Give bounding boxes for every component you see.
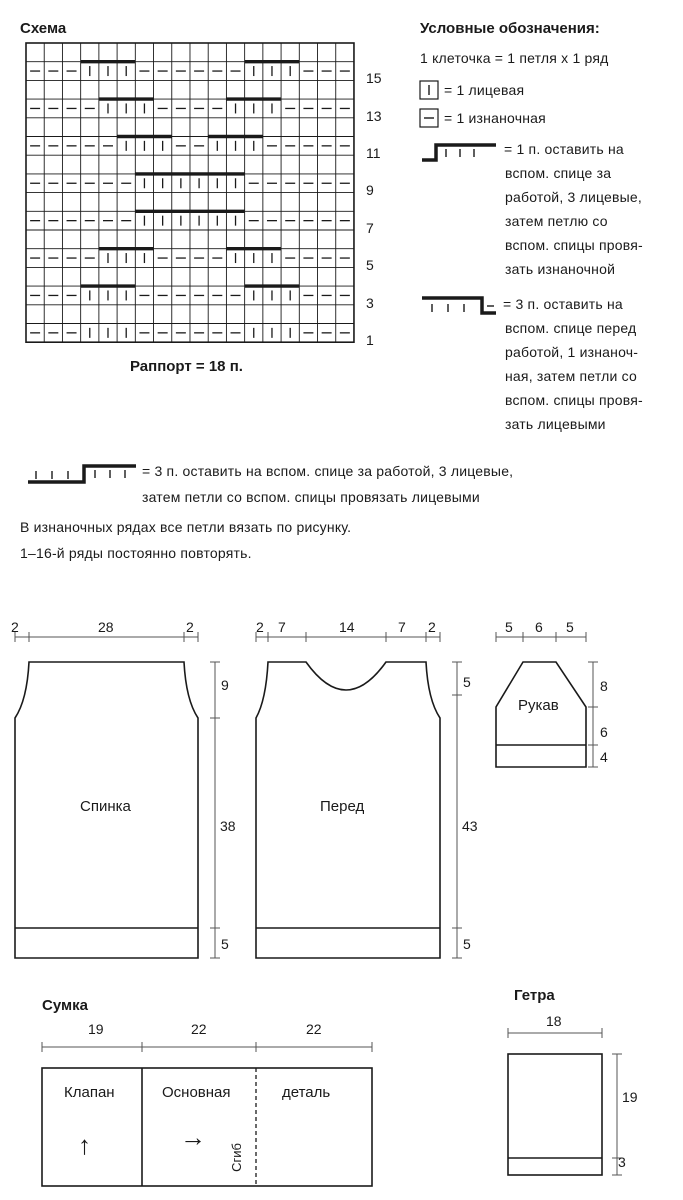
- note-line: 1–16-й ряды постоянно повторять.: [20, 545, 252, 561]
- legend-cable2-symbol: [422, 298, 496, 313]
- front-dim: 5: [463, 674, 471, 690]
- gaiter-dim: 18: [546, 1013, 562, 1029]
- sleeve-dim: 5: [566, 619, 574, 635]
- gaiter-title: Гетра: [514, 987, 555, 1004]
- bag-title: Сумка: [42, 997, 88, 1014]
- front-dim: 2: [428, 619, 436, 635]
- arrow-up-icon: ↑: [78, 1130, 91, 1160]
- legend-cable1-line: вспом. спицы провя-: [505, 237, 643, 253]
- back-dim: 2: [11, 619, 19, 635]
- arrow-right-icon: →: [180, 1122, 206, 1152]
- back-dimension-lines: [15, 632, 220, 958]
- sleeve-dim: 8: [600, 678, 608, 694]
- row-number: 11: [366, 145, 381, 161]
- front-dim: 43: [462, 818, 478, 834]
- sleeve-dim: 4: [600, 749, 608, 765]
- legend-cable1-line: вспом. спице за: [505, 165, 612, 181]
- front-dim: 7: [278, 619, 286, 635]
- front-dim: 14: [339, 619, 355, 635]
- rapport-label: Раппорт = 18 п.: [130, 358, 243, 375]
- note-line: В изнаночных рядах все петли вязать по рисунку.: [20, 519, 352, 535]
- gaiter-outline: [508, 1054, 602, 1175]
- legend-cable3-line: = 3 п. оставить на вспом. спице за работой, 3 лицевые,: [142, 463, 514, 479]
- back-dim: 5: [221, 936, 229, 952]
- gaiter-dim: 19: [622, 1089, 638, 1105]
- back-label: Спинка: [80, 798, 131, 815]
- knitting-chart-grid: [26, 43, 354, 342]
- legend-cable1-symbol: [422, 145, 496, 160]
- legend-cable2-line: зать лицевыми: [505, 416, 606, 432]
- back-dim: 2: [186, 619, 194, 635]
- legend-cell: 1 клеточка = 1 петля х 1 ряд: [420, 50, 609, 66]
- bag-dim: 22: [191, 1021, 207, 1037]
- back-dim: 9: [221, 677, 229, 693]
- row-number: 3: [366, 295, 374, 311]
- legend-cable3-symbol: [28, 466, 136, 482]
- row-number: 7: [366, 220, 374, 236]
- legend-cable2-line: ная, затем петли со: [505, 368, 637, 384]
- legend-knit: = 1 лицевая: [444, 82, 525, 98]
- bag-dim: 19: [88, 1021, 104, 1037]
- row-number: 15: [366, 70, 382, 86]
- bag-part-label: деталь: [282, 1084, 331, 1101]
- legend-knit-symbol: [420, 81, 438, 99]
- legend-cable1-line: затем петлю со: [505, 213, 608, 229]
- front-dim: 7: [398, 619, 406, 635]
- front-dim: 5: [463, 936, 471, 952]
- sleeve-outline: [496, 662, 586, 767]
- bag-dimension-lines: [42, 1042, 372, 1052]
- legend-cable1-line: работой, 3 лицевые,: [505, 189, 642, 205]
- legend-purl: = 1 изнаночная: [444, 110, 546, 126]
- sleeve-label: Рукав: [518, 697, 559, 714]
- back-dim: 38: [220, 818, 236, 834]
- bag-flap-label: Клапан: [64, 1084, 115, 1101]
- row-number: 13: [366, 108, 382, 124]
- front-label: Перед: [320, 798, 365, 815]
- front-dimension-lines: [256, 632, 462, 958]
- bag-main-label: Основная: [162, 1084, 231, 1101]
- legend-purl-symbol: [420, 109, 438, 127]
- front-dim: 2: [256, 619, 264, 635]
- row-number: 5: [366, 257, 374, 273]
- legend-cable1-line: = 1 п. оставить на: [504, 141, 624, 157]
- gaiter-dim: 3: [618, 1154, 626, 1170]
- bag-fold-label: Сгиб: [228, 1143, 244, 1172]
- legend-cable2-line: работой, 1 изнаноч-: [505, 344, 639, 360]
- gaiter-dimension-lines: [508, 1028, 622, 1175]
- legend-cable1-line: зать изнаночной: [505, 261, 616, 277]
- back-dim: 28: [98, 619, 114, 635]
- bag-dim: 22: [306, 1021, 322, 1037]
- sleeve-dim: 5: [505, 619, 513, 635]
- sleeve-dim: 6: [535, 619, 543, 635]
- sleeve-dim: 6: [600, 724, 608, 740]
- legend-cable2-line: вспом. спице перед: [505, 320, 637, 336]
- legend-cable2-line: = 3 п. оставить на: [503, 296, 623, 312]
- chart-title: Схема: [20, 20, 67, 37]
- legend-cable2-line: вспом. спицы провя-: [505, 392, 643, 408]
- row-number: 1: [366, 332, 374, 348]
- row-number: 9: [366, 182, 374, 198]
- legend-cable3-line: затем петли со вспом. спицы провязать лицевыми: [142, 489, 480, 505]
- legend-title: Условные обозначения:: [420, 20, 600, 37]
